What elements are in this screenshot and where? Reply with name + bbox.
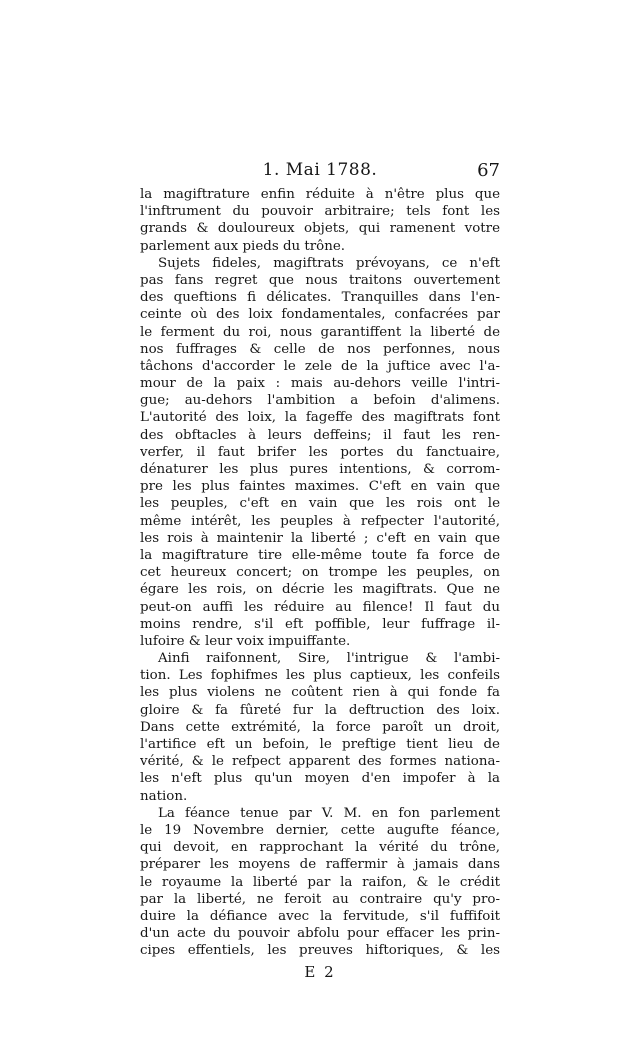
- text-line: les peuples, c'eft en vain que les rois ont le: [140, 496, 500, 512]
- text-line: d'un acte du pouvoir abfolu pour effacer les prin-: [140, 926, 500, 942]
- text-line: Sujets fideles, magiftrats prévoyans, ce n'eft: [158, 255, 500, 271]
- text-line: nation.: [140, 788, 188, 804]
- text-line: Dans cette extrémité, la force paroît un droit,: [140, 719, 500, 735]
- page-footer: [140, 961, 500, 985]
- text-line: pas fans regret que nous traitons ouvertement: [140, 272, 500, 288]
- text-line: lufoire & leur voix impuiffante.: [140, 633, 351, 649]
- text-line: La féance tenue par V. M. en fon parlement: [158, 805, 500, 821]
- text-line: qui devoit, en rapprochant la vérité du trône,: [140, 840, 500, 856]
- text-line: des obftacles à leurs deffeins; il faut les ren-: [140, 427, 500, 443]
- text-line: moins rendre, s'il eft poffible, leur fuffrage il-: [140, 616, 500, 632]
- book-page: [140, 160, 500, 985]
- text-line: le ferment du roi, nous garantiffent la liberté de: [140, 324, 500, 340]
- text-line: tâchons d'accorder le zele de la juftice avec l'a-: [140, 358, 500, 374]
- text-line: grands & douloureux objets, qui ramenent votre: [140, 221, 500, 237]
- text-line: les n'eft plus qu'un moyen d'en impofer à la: [140, 771, 500, 787]
- text-line: gue; au-dehors l'ambition a befoin d'alimens.: [140, 393, 500, 409]
- text-line: tion. Les fophifmes les plus captieux, les confeils: [140, 668, 500, 684]
- text-line: parlement aux pieds du trône.: [140, 238, 346, 254]
- text-line: la magiftrature enfin réduite à n'être plus que: [140, 187, 500, 202]
- text-line: l'inftrument du pouvoir arbitraire; tels font les: [140, 204, 500, 220]
- text-line: vérité, & le refpect apparent des formes nationa-: [140, 754, 500, 770]
- text-line: les rois à maintenir la liberté ; c'eft en vain que: [140, 530, 500, 546]
- text-line: cipes effentiels, les preuves hiftoriques, & les: [140, 943, 500, 959]
- signature-mark: E 2: [304, 963, 336, 982]
- text-line: des queftions fi délicates. Tranquilles dans l'en-: [140, 290, 500, 306]
- text-line: mour de la paix : mais au-dehors veille l'intri-: [140, 376, 500, 392]
- text-line: par la liberté, ne feroit au contraire qu'y pro-: [140, 891, 500, 907]
- text-line: le royaume la liberté par la raifon, & le crédit: [140, 874, 500, 890]
- text-line: L'autorité des loix, la fageffe des magiftrats font: [140, 410, 500, 426]
- text-line: l'artifice eft un befoin, le preftige tient lieu de: [140, 737, 500, 752]
- text-line: la magiftrature tire elle-même toute fa force de: [140, 547, 500, 563]
- text-line: cet heureux concert; on trompe les peuples, on: [140, 565, 500, 581]
- running-header: [140, 160, 500, 186]
- text-line: verfer, il faut brifer les portes du fanctuaire,: [140, 444, 500, 460]
- text-line: Ainfi raifonnent, Sire, l'intrigue & l'ambi-: [158, 651, 500, 667]
- text-line: ceinte où des loix fondamentales, confacrées par: [140, 307, 500, 323]
- text-line: préparer les moyens de raffermir à jamais dans: [140, 857, 500, 873]
- text-line: nos fuffrages & celle de nos perfonnes, nous: [140, 341, 500, 357]
- page-number: 67: [477, 160, 500, 181]
- text-line: les plus violens ne coûtent rien à qui fonde fa: [140, 685, 500, 701]
- text-line: le 19 Novembre dernier, cette augufte féance,: [140, 822, 500, 838]
- text-line: dénaturer les plus pures intentions, & corrom-: [140, 462, 500, 477]
- text-line: peut-on auffi les réduire au filence! Il faut du: [140, 599, 500, 615]
- text-line: duire la défiance avec la fervitude, s'il fuffifoit: [140, 908, 500, 924]
- text-line: gloire & fa fûreté fur la deftruction des loix.: [140, 702, 500, 718]
- text-line: même intérêt, les peuples à refpecter l'autorité,: [140, 513, 500, 529]
- text-line: égare les rois, on décrie les magiftrats. Que ne: [140, 582, 500, 598]
- text-line: pre les plus faintes maximes. C'eft en vain que: [140, 479, 500, 495]
- header-date: 1. Mai 1788.: [262, 160, 378, 180]
- body-text: [140, 186, 500, 959]
